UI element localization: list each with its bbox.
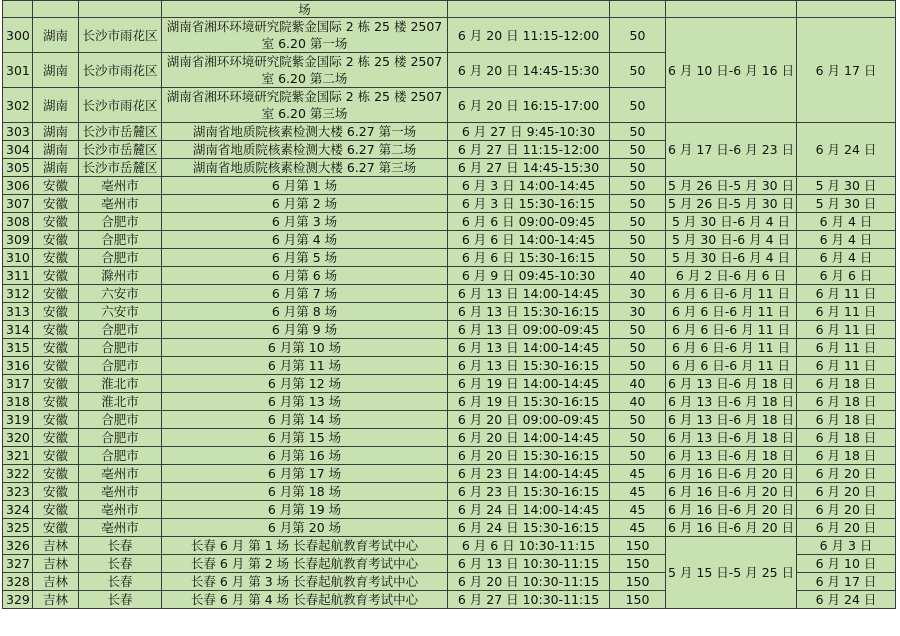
capacity-cell: 50 xyxy=(610,429,666,447)
city-cell: 合肥市 xyxy=(79,321,162,339)
city-cell: 合肥市 xyxy=(79,231,162,249)
row-number-cell: 306 xyxy=(3,177,33,195)
table-row xyxy=(3,393,896,411)
capacity-cell: 150 xyxy=(610,537,666,555)
row-number-cell: 310 xyxy=(3,249,33,267)
payment-deadline-cell: 6 月 4 日 xyxy=(797,231,896,249)
registration-period-cell: 6 月 13 日-6 月 18 日 xyxy=(666,429,797,447)
capacity-cell: 40 xyxy=(610,393,666,411)
table-row xyxy=(3,375,896,393)
province-cell: 湖南 xyxy=(33,53,79,88)
city-cell: 合肥市 xyxy=(79,447,162,465)
venue-session-cell: 6 月第 1 场 xyxy=(162,177,448,195)
city-cell: 合肥市 xyxy=(79,429,162,447)
venue-session-cell: 6 月第 2 场 xyxy=(162,195,448,213)
city-cell: 六安市 xyxy=(79,303,162,321)
exam-time-cell: 6 月 19 日 15:30-16:15 xyxy=(448,393,610,411)
city-cell: 长春 xyxy=(79,555,162,573)
merged-registration-period-hunan-b: 6 月 17 日-6 月 23 日 xyxy=(666,123,797,177)
registration-period-cell: 6 月 16 日-6 月 20 日 xyxy=(666,483,797,501)
payment-deadline-cell: 6 月 18 日 xyxy=(797,429,896,447)
registration-period-cell: 5 月 26 日-5 月 30 日 xyxy=(666,195,797,213)
capacity-cell: 50 xyxy=(610,159,666,177)
schedule-table-wrapper xyxy=(2,0,896,609)
exam-time-cell: 6 月 6 日 09:00-09:45 xyxy=(448,213,610,231)
merged-payment-deadline-hunan-b: 6 月 24 日 xyxy=(797,123,896,177)
header-cell xyxy=(448,1,610,18)
payment-deadline-cell: 6 月 11 日 xyxy=(797,285,896,303)
city-cell: 合肥市 xyxy=(79,357,162,375)
payment-deadline-cell: 6 月 4 日 xyxy=(797,249,896,267)
city-cell: 长沙市岳麓区 xyxy=(79,141,162,159)
row-number-cell: 322 xyxy=(3,465,33,483)
capacity-cell: 50 xyxy=(610,18,666,53)
registration-period-cell: 6 月 16 日-6 月 20 日 xyxy=(666,519,797,537)
exam-time-cell: 6 月 9 日 09:45-10:30 xyxy=(448,267,610,285)
exam-time-cell: 6 月 23 日 15:30-16:15 xyxy=(448,483,610,501)
table-row xyxy=(3,213,896,231)
registration-period-cell: 5 月 30 日-6 月 4 日 xyxy=(666,231,797,249)
registration-period-cell: 6 月 13 日-6 月 18 日 xyxy=(666,411,797,429)
exam-time-cell: 6 月 13 日 15:30-16:15 xyxy=(448,303,610,321)
table-row xyxy=(3,321,896,339)
registration-period-cell: 5 月 30 日-6 月 4 日 xyxy=(666,213,797,231)
registration-period-cell: 5 月 26 日-5 月 30 日 xyxy=(666,177,797,195)
province-cell: 湖南 xyxy=(33,123,79,141)
exam-time-cell: 6 月 23 日 14:00-14:45 xyxy=(448,465,610,483)
table-row xyxy=(3,501,896,519)
row-number-cell: 311 xyxy=(3,267,33,285)
exam-time-cell: 6 月 6 日 10:30-11:15 xyxy=(448,537,610,555)
city-cell: 淮北市 xyxy=(79,393,162,411)
province-cell: 安徽 xyxy=(33,393,79,411)
province-cell: 安徽 xyxy=(33,231,79,249)
province-cell: 安徽 xyxy=(33,357,79,375)
row-number-cell: 319 xyxy=(3,411,33,429)
province-cell: 湖南 xyxy=(33,141,79,159)
row-number-cell: 302 xyxy=(3,88,33,123)
venue-session-cell: 6 月第 11 场 xyxy=(162,357,448,375)
capacity-cell: 45 xyxy=(610,519,666,537)
exam-time-cell: 6 月 27 日 9:45-10:30 xyxy=(448,123,610,141)
row-number-cell: 304 xyxy=(3,141,33,159)
exam-time-cell: 6 月 19 日 14:00-14:45 xyxy=(448,375,610,393)
table-row xyxy=(3,195,896,213)
city-cell: 合肥市 xyxy=(79,213,162,231)
capacity-cell: 150 xyxy=(610,591,666,609)
row-number-cell: 326 xyxy=(3,537,33,555)
exam-schedule-table xyxy=(2,0,896,609)
province-cell: 安徽 xyxy=(33,519,79,537)
city-cell: 长沙市雨花区 xyxy=(79,53,162,88)
row-number-cell: 320 xyxy=(3,429,33,447)
capacity-cell: 30 xyxy=(610,285,666,303)
row-number-cell: 325 xyxy=(3,519,33,537)
row-number-cell: 303 xyxy=(3,123,33,141)
city-cell: 亳州市 xyxy=(79,465,162,483)
payment-deadline-cell: 6 月 20 日 xyxy=(797,519,896,537)
registration-period-cell: 6 月 6 日-6 月 11 日 xyxy=(666,357,797,375)
exam-time-cell: 6 月 27 日 11:15-12:00 xyxy=(448,141,610,159)
city-cell: 合肥市 xyxy=(79,339,162,357)
registration-period-cell: 6 月 13 日-6 月 18 日 xyxy=(666,393,797,411)
venue-session-cell: 6 月第 20 场 xyxy=(162,519,448,537)
exam-time-cell: 6 月 20 日 14:00-14:45 xyxy=(448,429,610,447)
city-cell: 亳州市 xyxy=(79,501,162,519)
row-number-cell: 309 xyxy=(3,231,33,249)
row-number-cell: 317 xyxy=(3,375,33,393)
capacity-cell: 50 xyxy=(610,357,666,375)
merged-registration-period-jilin: 5 月 15 日-5 月 25 日 xyxy=(666,537,797,609)
capacity-cell: 45 xyxy=(610,501,666,519)
row-number-cell: 318 xyxy=(3,393,33,411)
merged-registration-period-hunan-a: 6 月 10 日-6 月 16 日 xyxy=(666,18,797,123)
row-number-cell: 305 xyxy=(3,159,33,177)
table-row xyxy=(3,123,896,141)
venue-session-cell: 6 月第 19 场 xyxy=(162,501,448,519)
table-row xyxy=(3,267,896,285)
row-number-cell: 312 xyxy=(3,285,33,303)
row-number-cell: 328 xyxy=(3,573,33,591)
province-cell: 安徽 xyxy=(33,465,79,483)
exam-time-cell: 6 月 27 日 10:30-11:15 xyxy=(448,591,610,609)
venue-session-cell: 6 月第 7 场 xyxy=(162,285,448,303)
capacity-cell: 50 xyxy=(610,53,666,88)
payment-deadline-cell: 6 月 20 日 xyxy=(797,465,896,483)
exam-time-cell: 6 月 13 日 14:00-14:45 xyxy=(448,285,610,303)
payment-deadline-cell: 6 月 17 日 xyxy=(797,573,896,591)
table-row xyxy=(3,18,896,53)
payment-deadline-cell: 6 月 4 日 xyxy=(797,213,896,231)
table-row xyxy=(3,249,896,267)
province-cell: 吉林 xyxy=(33,591,79,609)
row-number-cell: 301 xyxy=(3,53,33,88)
venue-session-cell: 长春 6 月 第 3 场 长春起航教育考试中心 xyxy=(162,573,448,591)
merged-payment-deadline-hunan-a: 6 月 17 日 xyxy=(797,18,896,123)
province-cell: 安徽 xyxy=(33,501,79,519)
payment-deadline-cell: 6 月 11 日 xyxy=(797,357,896,375)
province-cell: 安徽 xyxy=(33,285,79,303)
city-cell: 亳州市 xyxy=(79,483,162,501)
registration-period-cell: 6 月 6 日-6 月 11 日 xyxy=(666,303,797,321)
venue-session-cell: 湖南省湘环环境研究院紫金国际 2 栋 25 楼 2507 室 6.20 第三场 xyxy=(162,88,448,123)
capacity-cell: 50 xyxy=(610,123,666,141)
table-row xyxy=(3,285,896,303)
exam-time-cell: 6 月 20 日 16:15-17:00 xyxy=(448,88,610,123)
payment-deadline-cell: 6 月 24 日 xyxy=(797,591,896,609)
capacity-cell: 50 xyxy=(610,339,666,357)
exam-time-cell: 6 月 24 日 14:00-14:45 xyxy=(448,501,610,519)
city-cell: 长沙市岳麓区 xyxy=(79,123,162,141)
capacity-cell: 50 xyxy=(610,177,666,195)
registration-period-cell: 6 月 13 日-6 月 18 日 xyxy=(666,447,797,465)
venue-session-cell: 6 月第 8 场 xyxy=(162,303,448,321)
city-cell: 长春 xyxy=(79,591,162,609)
exam-time-cell: 6 月 27 日 14:45-15:30 xyxy=(448,159,610,177)
exam-time-cell: 6 月 24 日 15:30-16:15 xyxy=(448,519,610,537)
capacity-cell: 45 xyxy=(610,465,666,483)
venue-session-cell: 湖南省地质院核素检测大楼 6.27 第二场 xyxy=(162,141,448,159)
table-row xyxy=(3,483,896,501)
registration-period-cell: 6 月 6 日-6 月 11 日 xyxy=(666,339,797,357)
table-row xyxy=(3,411,896,429)
exam-time-cell: 6 月 3 日 15:30-16:15 xyxy=(448,195,610,213)
exam-time-cell: 6 月 13 日 10:30-11:15 xyxy=(448,555,610,573)
province-cell: 安徽 xyxy=(33,267,79,285)
row-number-cell: 321 xyxy=(3,447,33,465)
registration-period-cell: 6 月 6 日-6 月 11 日 xyxy=(666,321,797,339)
venue-session-cell: 6 月第 18 场 xyxy=(162,483,448,501)
header-cell xyxy=(666,1,797,18)
exam-time-cell: 6 月 6 日 15:30-16:15 xyxy=(448,249,610,267)
table-row xyxy=(3,537,896,555)
payment-deadline-cell: 5 月 30 日 xyxy=(797,177,896,195)
city-cell: 亳州市 xyxy=(79,519,162,537)
row-number-cell: 323 xyxy=(3,483,33,501)
venue-session-cell: 6 月第 4 场 xyxy=(162,231,448,249)
row-number-cell: 308 xyxy=(3,213,33,231)
venue-session-cell: 6 月第 13 场 xyxy=(162,393,448,411)
table-row xyxy=(3,231,896,249)
venue-session-cell: 6 月第 9 场 xyxy=(162,321,448,339)
venue-session-cell: 6 月第 15 场 xyxy=(162,429,448,447)
city-cell: 六安市 xyxy=(79,285,162,303)
header-cell-venue: 场 xyxy=(162,1,448,18)
payment-deadline-cell: 6 月 11 日 xyxy=(797,339,896,357)
payment-deadline-cell: 6 月 3 日 xyxy=(797,537,896,555)
row-number-cell: 329 xyxy=(3,591,33,609)
row-number-cell: 324 xyxy=(3,501,33,519)
city-cell: 长沙市雨花区 xyxy=(79,18,162,53)
payment-deadline-cell: 6 月 10 日 xyxy=(797,555,896,573)
city-cell: 淮北市 xyxy=(79,375,162,393)
capacity-cell: 50 xyxy=(610,321,666,339)
table-row xyxy=(3,465,896,483)
venue-session-cell: 6 月第 12 场 xyxy=(162,375,448,393)
table-row xyxy=(3,339,896,357)
registration-period-cell: 5 月 30 日-6 月 4 日 xyxy=(666,249,797,267)
header-cell xyxy=(33,1,79,18)
province-cell: 安徽 xyxy=(33,249,79,267)
exam-time-cell: 6 月 20 日 11:15-12:00 xyxy=(448,18,610,53)
city-cell: 滁州市 xyxy=(79,267,162,285)
table-row xyxy=(3,519,896,537)
exam-time-cell: 6 月 6 日 14:00-14:45 xyxy=(448,231,610,249)
venue-session-cell: 6 月第 3 场 xyxy=(162,213,448,231)
province-cell: 安徽 xyxy=(33,447,79,465)
venue-session-cell: 湖南省湘环环境研究院紫金国际 2 栋 25 楼 2507 室 6.20 第一场 xyxy=(162,18,448,53)
table-row xyxy=(3,303,896,321)
city-cell: 合肥市 xyxy=(79,249,162,267)
payment-deadline-cell: 5 月 30 日 xyxy=(797,195,896,213)
city-cell: 长沙市雨花区 xyxy=(79,88,162,123)
payment-deadline-cell: 6 月 18 日 xyxy=(797,393,896,411)
province-cell: 安徽 xyxy=(33,303,79,321)
province-cell: 安徽 xyxy=(33,177,79,195)
capacity-cell: 40 xyxy=(610,267,666,285)
venue-session-cell: 长春 6 月 第 4 场 长春起航教育考试中心 xyxy=(162,591,448,609)
capacity-cell: 50 xyxy=(610,447,666,465)
venue-session-cell: 6 月第 5 场 xyxy=(162,249,448,267)
capacity-cell: 45 xyxy=(610,483,666,501)
header-fragment-row xyxy=(3,1,896,18)
province-cell: 安徽 xyxy=(33,429,79,447)
header-cell xyxy=(797,1,896,18)
city-cell: 合肥市 xyxy=(79,411,162,429)
venue-session-cell: 6 月第 17 场 xyxy=(162,465,448,483)
province-cell: 吉林 xyxy=(33,537,79,555)
province-cell: 湖南 xyxy=(33,159,79,177)
table-row xyxy=(3,429,896,447)
capacity-cell: 50 xyxy=(610,195,666,213)
row-number-cell: 316 xyxy=(3,357,33,375)
table-row xyxy=(3,177,896,195)
payment-deadline-cell: 6 月 18 日 xyxy=(797,375,896,393)
capacity-cell: 50 xyxy=(610,88,666,123)
province-cell: 吉林 xyxy=(33,573,79,591)
row-number-cell: 314 xyxy=(3,321,33,339)
venue-session-cell: 6 月第 10 场 xyxy=(162,339,448,357)
payment-deadline-cell: 6 月 20 日 xyxy=(797,483,896,501)
city-cell: 亳州市 xyxy=(79,177,162,195)
table-row xyxy=(3,447,896,465)
payment-deadline-cell: 6 月 11 日 xyxy=(797,321,896,339)
registration-period-cell: 6 月 16 日-6 月 20 日 xyxy=(666,465,797,483)
payment-deadline-cell: 6 月 11 日 xyxy=(797,303,896,321)
capacity-cell: 50 xyxy=(610,141,666,159)
exam-time-cell: 6 月 20 日 14:45-15:30 xyxy=(448,53,610,88)
capacity-cell: 150 xyxy=(610,573,666,591)
exam-time-cell: 6 月 13 日 14:00-14:45 xyxy=(448,339,610,357)
capacity-cell: 50 xyxy=(610,249,666,267)
payment-deadline-cell: 6 月 6 日 xyxy=(797,267,896,285)
registration-period-cell: 6 月 16 日-6 月 20 日 xyxy=(666,501,797,519)
province-cell: 安徽 xyxy=(33,411,79,429)
city-cell: 长春 xyxy=(79,537,162,555)
header-cell xyxy=(610,1,666,18)
row-number-cell: 327 xyxy=(3,555,33,573)
venue-session-cell: 长春 6 月 第 1 场 长春起航教育考试中心 xyxy=(162,537,448,555)
payment-deadline-cell: 6 月 18 日 xyxy=(797,411,896,429)
header-cell xyxy=(3,1,33,18)
province-cell: 湖南 xyxy=(33,18,79,53)
venue-session-cell: 6 月第 14 场 xyxy=(162,411,448,429)
city-cell: 长沙市岳麓区 xyxy=(79,159,162,177)
exam-time-cell: 6 月 13 日 15:30-16:15 xyxy=(448,357,610,375)
province-cell: 安徽 xyxy=(33,483,79,501)
capacity-cell: 50 xyxy=(610,213,666,231)
venue-session-cell: 湖南省湘环环境研究院紫金国际 2 栋 25 楼 2507 室 6.20 第二场 xyxy=(162,53,448,88)
province-cell: 湖南 xyxy=(33,88,79,123)
venue-session-cell: 6 月第 16 场 xyxy=(162,447,448,465)
capacity-cell: 150 xyxy=(610,555,666,573)
row-number-cell: 315 xyxy=(3,339,33,357)
row-number-cell: 307 xyxy=(3,195,33,213)
exam-time-cell: 6 月 3 日 14:00-14:45 xyxy=(448,177,610,195)
registration-period-cell: 6 月 13 日-6 月 18 日 xyxy=(666,375,797,393)
city-cell: 亳州市 xyxy=(79,195,162,213)
venue-session-cell: 湖南省地质院核素检测大楼 6.27 第三场 xyxy=(162,159,448,177)
venue-session-cell: 湖南省地质院核素检测大楼 6.27 第一场 xyxy=(162,123,448,141)
city-cell: 长春 xyxy=(79,573,162,591)
exam-time-cell: 6 月 13 日 09:00-09:45 xyxy=(448,321,610,339)
exam-time-cell: 6 月 20 日 15:30-16:15 xyxy=(448,447,610,465)
payment-deadline-cell: 6 月 20 日 xyxy=(797,501,896,519)
province-cell: 安徽 xyxy=(33,321,79,339)
exam-time-cell: 6 月 20 日 09:00-09:45 xyxy=(448,411,610,429)
venue-session-cell: 6 月第 6 场 xyxy=(162,267,448,285)
province-cell: 安徽 xyxy=(33,375,79,393)
header-cell xyxy=(79,1,162,18)
row-number-cell: 300 xyxy=(3,18,33,53)
capacity-cell: 50 xyxy=(610,231,666,249)
capacity-cell: 50 xyxy=(610,411,666,429)
province-cell: 安徽 xyxy=(33,339,79,357)
province-cell: 安徽 xyxy=(33,195,79,213)
exam-time-cell: 6 月 20 日 10:30-11:15 xyxy=(448,573,610,591)
venue-session-cell: 长春 6 月 第 2 场 长春起航教育考试中心 xyxy=(162,555,448,573)
registration-period-cell: 6 月 6 日-6 月 11 日 xyxy=(666,285,797,303)
row-number-cell: 313 xyxy=(3,303,33,321)
province-cell: 安徽 xyxy=(33,213,79,231)
capacity-cell: 40 xyxy=(610,375,666,393)
payment-deadline-cell: 6 月 18 日 xyxy=(797,447,896,465)
registration-period-cell: 6 月 2 日-6 月 6 日 xyxy=(666,267,797,285)
table-row xyxy=(3,357,896,375)
province-cell: 吉林 xyxy=(33,555,79,573)
capacity-cell: 30 xyxy=(610,303,666,321)
